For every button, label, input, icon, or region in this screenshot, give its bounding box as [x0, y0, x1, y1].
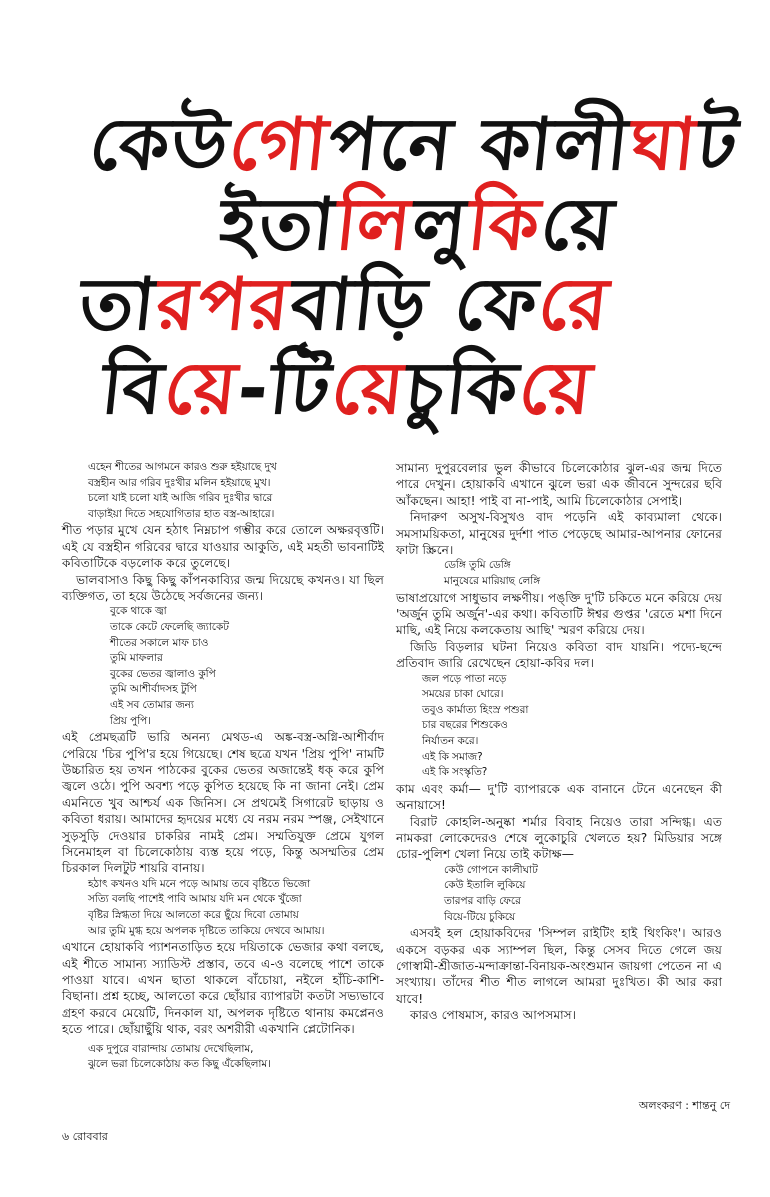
title-segment-black: চুকি — [401, 346, 524, 430]
verse-line: আর তুমি মুগ্ধ হয়ে অপলক দৃষ্টিতে তাকিয়ে দেখবে আমায়। — [88, 924, 325, 937]
verse-line: হঠাৎ কখনও যদি মনে পড়ে আমায় তবে বৃষ্টিতে ভিজো — [88, 877, 311, 890]
title-segment-red: য়ে — [327, 346, 411, 430]
verse-block — [444, 863, 722, 925]
body-paragraph: জিডি বিড়লার ঘটনা নিয়েও কবিতা বাদ যায়নি। পদ্যে-ছন্দে প্রতিবাদ জারি রেখেছেন হোয়া-কবির দল। — [396, 639, 722, 671]
title-line-3 — [75, 262, 615, 346]
title-line-1 — [85, 102, 744, 186]
verse-line: তারপর বাড়ি ফেরে — [444, 895, 521, 908]
title-segment-red: কি — [463, 182, 546, 266]
verse-line: বিয়ে-টিয়ে চুকিয়ে — [444, 910, 516, 923]
left-column — [62, 460, 384, 1073]
verse-line: কেউ ইতালি লুকিয়ে — [444, 879, 526, 892]
body-paragraph: কাম এবং কর্মা— দু'টি ব্যাপারকে এক বানানে টেনে এনেছেন কী অনায়াসে! — [396, 781, 722, 813]
verse-line: বাড়াইয়া দিতে সহযোগিতার হাত বস্ত্র-আহারে। — [88, 507, 275, 520]
verse-line: ঝুলে ভরা চিলেকোঠায় কত কিছু এঁকেছিলাম। — [88, 1058, 271, 1071]
title-segment-red: ঘা — [625, 102, 703, 186]
verse-line: শীতের সকালে মাফ চাও — [110, 636, 209, 649]
verse-line: বুকে থাকে জ্বা — [110, 605, 167, 618]
title-segment-black: ইতা — [215, 182, 341, 266]
title-segment-black: বি — [97, 346, 170, 430]
verse-line: এই কি সংস্কৃতি? — [422, 766, 488, 779]
verse-line: জল পড়ে পাতা নড়ে — [422, 672, 507, 685]
verse-line: বুকের ভেতর জ্বালাও কুপি — [110, 667, 216, 680]
title-segment-black: -টি — [233, 346, 337, 430]
verse-line: কেউ গোপনে কালীঘাট — [444, 863, 538, 876]
verse-line: নির্যাতন করে। — [422, 735, 479, 748]
verse-block — [88, 877, 384, 939]
verse-line: এহেন শীতের আগমনে কারও শুরু হইয়াছে দুখ — [88, 461, 277, 473]
verse-line: মানুষেরে মারিয়াছ লেঙ্গি — [444, 575, 541, 588]
verse-line: তাকে কেটে ফেলেছি জ্যাকেট — [110, 621, 229, 633]
verse-block — [88, 460, 384, 522]
body-paragraph: নিদারুণ অসুখ-বিসুখও বাদ পড়েনি এই কাব্যমালা থেকে। সমসাময়িকতা, মানুষের দুর্দশা পাত পেড়েছে আমার-আপনার ফোনের ফাটা স্ক্রিনে। — [396, 510, 722, 558]
title-segment-red: গো — [225, 102, 334, 186]
body-paragraph: এখানে হোয়াকবি প্যাশনতাড়িত হয়ে দয়িতাকে ভেজার কথা বলছে, এই শীতে সামান্য স্যাডিস্ট প্রস্তাব, তবে এ-ও বলেছে পাশে তাকে পাওয়া যাবে। এখন ছাতা থাকলে বাঁচোয়া, নইলে হাঁচি-কাশি-বিছানা। প্রশ্ন হচ্ছে, আলতো করে ছোঁয়ার ব্যাপারটা কতটা সভ্যভাবে গ্রহণ করবে মেয়েটি, দিনকাল যা, অপলক দৃষ্টিতে থানায় কমপ্লেনও হতে পারে। ছোঁয়াছুঁয়ি থাক, বরং অশরীরী একখানি প্লেটোনিক। — [62, 940, 384, 1037]
right-column — [396, 460, 722, 1024]
title-segment-red: য়ে — [160, 346, 243, 430]
body-paragraph: কারও পোষমাস, কারও আপসমাস। — [410, 1008, 577, 1023]
verse-line: বস্ত্রহীন আর গরিব দুঃখীর মলিন হইয়াছে মুখ। — [88, 476, 271, 489]
verse-block — [444, 558, 722, 589]
title-segment-red: রে — [534, 262, 615, 346]
title-line-4 — [97, 346, 598, 430]
verse-line: সময়ের চাকা ঘোরে। — [422, 688, 504, 701]
verse-line: বৃষ্টির স্নিগ্ধতা দিয়ে আলতো করে ছুঁয়ে দিবো তোমায় — [88, 909, 299, 921]
body-paragraph: ভালবাসাও কিছু কিছু কাঁপনকাব্যির জন্ম দিয়েছে কখনও। যা ছিল ব্যক্তিগত, তা হয়ে উঠেছে সর্বজনের জন্য। — [62, 572, 384, 603]
page-folio: ৬ রোববার — [62, 1130, 108, 1143]
body-paragraph: এই প্রেমছত্রটি ভারি অনন্য মেথড-এ অঙ্ক-বস্ত্র-অগ্নি-আশীর্বাদ পেরিয়ে 'চির পুপি'র হয়ে গিয়েছে। শেষ ছত্রে যখন 'প্রিয় পুপি' নামটি উচ্চারিত হয় তখন পাঠকের বুকের ভেতর অজান্তেই ধক্‌ করে কুপি জ্বলে ওঠে। পুপি অবশ্য পড়ে কুপিত হয়েছে কি না জানা নেই। প্রেম এমনিতে খুব আশ্চর্য এক জিনিস। সে প্রথমেই সিগারেট ছাড়ায় ও কবিতা ধরায়। আমাদের হৃদয়ের মধ্যে যে নরম নরম স্পঞ্জ, সেইখানে সুড়সুড়ি দেওয়ার চাকরির নামই প্রেম। সম্মতিযুক্ত প্রেমে যুগল সিনেমাহল বা চিলেকোঠায় ব্যস্ত হয়ে পড়ে, কিন্তু অসম্মতির প্রেম চিরকাল দিলটুট শায়রি বানায়। — [62, 730, 384, 876]
body-paragraph: বিরাট কোহলি-অনুষ্কা শর্মার বিবাহ নিয়েও তারা সন্দিগ্ধ। এত নামকরা লোকেদেরও শেষে লুকোচুরি খেলতে হয়? মিডিয়ার সঙ্গে চোর-পুলিশ খেলা নিয়ে তাই কটাক্ষ— — [396, 814, 722, 862]
verse-line: এই সব তোমার জন্য — [110, 698, 194, 711]
body-paragraph: ভাষাপ্রয়োগে সাধুভাব লক্ষণীয়। পঙ্‌ক্তি দু'টি চকিতে মনে করিয়ে দেয় 'অর্জুন তুমি অর্জুন'-এর কথা। কবিতাটি ঈশ্বর গুপ্তর 'রেতে মশা দিনে মাছি, এই নিয়ে কলকেতায় আছি' স্মরণ করিয়ে দেয়। — [396, 590, 722, 638]
verse-line: তুমি মাফলার — [110, 652, 163, 665]
verse-line: তবুও কার্মাত্য হিংস্র পশুরা — [422, 703, 529, 716]
title-segment-red: য়ে — [515, 346, 598, 430]
illustration-credit: অলংকরণ : শান্তনু দে — [638, 1099, 730, 1112]
verse-line: চার বছরের শিশুকেও — [422, 719, 508, 732]
title-segment-black: পনে কালী — [324, 102, 635, 186]
title-line-2 — [215, 182, 620, 266]
body-paragraph: এসবই হল হোয়াকবিদের 'সিম্পল রাইটিং হাই থিংকিং'। আরও একসে বড়কর এক স্যাম্পল ছিল, কিন্তু সেসব দিতে গেলে জয় গোস্বামী-শ্রীজাত-মন্দাক্রান্তা-বিনায়ক-অংশুমান জায়গা পেতেন না এ সংখ্যায়। তাঁদের শীত শীত লাগলে আমরা দুঃখিত। কী আর করা যাবে! — [396, 926, 722, 1006]
verse-block — [422, 672, 722, 781]
title-segment-red: রপর — [152, 262, 296, 346]
title-segment-black: তা — [75, 262, 162, 346]
body-paragraph: সামান্য দুপুরবেলার ভুল কীভাবে চিলেকোঠার ঝুল-এর জন্ম দিতে পারে দেখুন। হোয়াকবি এখানে ঝুলে ভরা এক জীবনে সুন্দরের ছবি আঁকছেন। আহা! পাই বা না-পাই, আমি চিলেকোঠার সেপাই। — [396, 461, 722, 508]
verse-line: চলো যাই চলো যাই আজি গরিব দুঃখীর দ্বারে — [88, 492, 273, 505]
verse-block — [110, 604, 384, 729]
title-segment-black: ট — [693, 102, 744, 186]
calligraphy-title — [75, 100, 744, 440]
verse-line: সত্যি বলছি পাশেই পাবি আমায় যদি মন থেকে খুঁজো — [88, 893, 302, 906]
verse-line: এক দুপুরে বারান্দায় তোমায় দেখেছিলাম, — [88, 1042, 254, 1055]
verse-line: তুমি আশীর্বাদসহ টুপি — [110, 683, 197, 696]
verse-line: ডেঙ্গি তুমি ডেঙ্গি — [444, 559, 511, 572]
verse-line: এই কি সমাজ? — [422, 750, 483, 763]
title-segment-black: য়ে — [536, 182, 620, 266]
body-paragraph: শীত পড়ার মুখে যেন হঠাৎ নিম্নচাপ গম্ভীর করে তোলে অক্ষরবৃত্তটি। এই যে বস্ত্রহীন গরিবের দ্বারে যাওয়ার আকুতি, এই মহতী ভাবনাটিই কবিতাটিকে বড়লোক করে তুলেছে। — [62, 523, 384, 571]
title-segment-red: লি — [331, 182, 418, 266]
title-segment-black: বাড়ি ফে — [286, 262, 544, 346]
verse-line: প্রিয় পুপি। — [110, 714, 151, 727]
verse-block — [88, 1042, 384, 1073]
title-segment-black: লু — [408, 182, 473, 266]
title-segment-black: কেউ — [85, 102, 235, 186]
